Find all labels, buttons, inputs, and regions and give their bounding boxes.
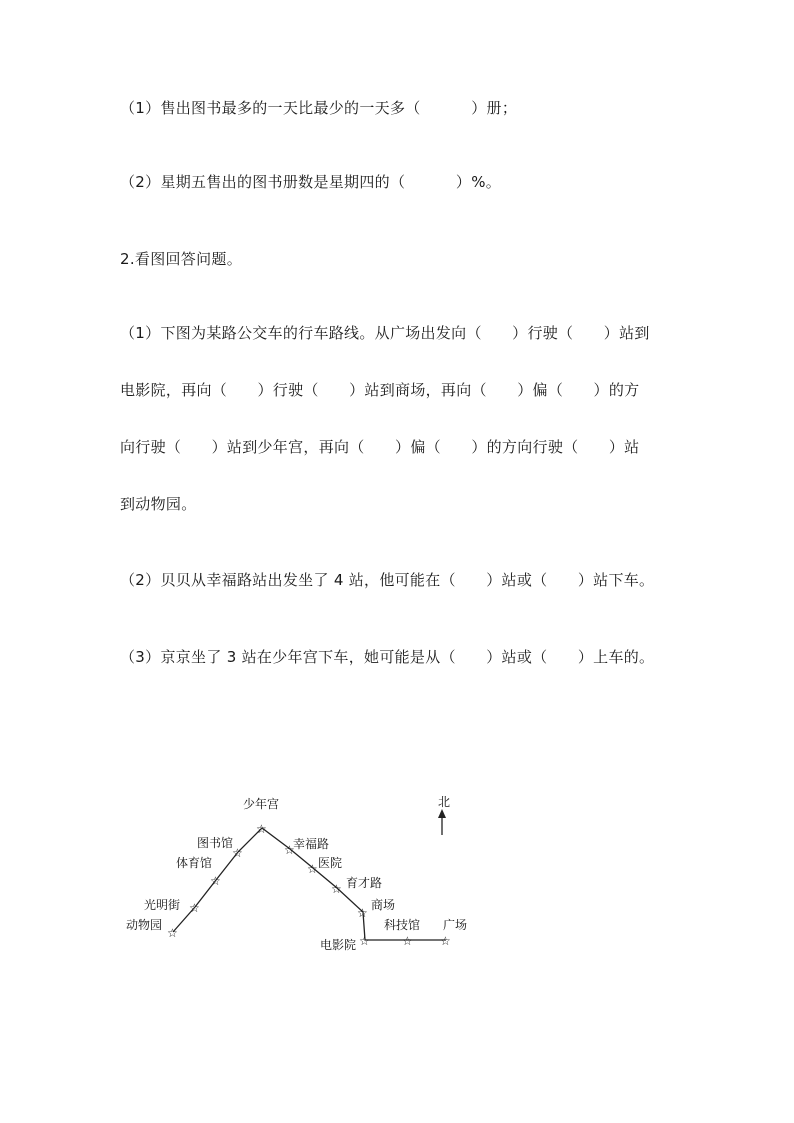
- question-2-part-1-line-3: 向行驶（ ）站到少年宫，再向（ ）偏（ ）的方向行驶（ ）站: [120, 438, 640, 456]
- station-label-guangming: 光明街: [144, 898, 181, 912]
- star-icon: ☆: [307, 862, 318, 876]
- station-label-cinema: 电影院: [320, 938, 357, 952]
- question-2-part-1-line-4: 到动物园。: [120, 495, 197, 513]
- station-guangming: [144, 897, 200, 915]
- star-icon: ☆: [167, 926, 178, 940]
- question-1-part-2: （2）星期五售出的图书册数是星期四的（ ）%。: [120, 173, 502, 191]
- station-cinema: [320, 934, 370, 952]
- star-icon: ☆: [402, 934, 413, 948]
- station-zoo: [126, 917, 178, 940]
- station-hospital: [307, 856, 342, 876]
- station-science: [384, 917, 420, 948]
- station-yucai: [331, 875, 382, 896]
- question-1-part-1: （1）售出图书最多的一天比最少的一天多（ ）册；: [120, 99, 518, 117]
- star-icon: ☆: [256, 822, 267, 836]
- star-icon: ☆: [357, 906, 368, 920]
- station-label-gym: 体育馆: [176, 856, 213, 870]
- station-label-youth-palace: 少年宫: [243, 797, 280, 811]
- star-icon: ☆: [440, 934, 451, 948]
- station-label-hospital: 医院: [318, 856, 343, 870]
- question-2-part-2: （2）贝贝从幸福路站出发坐了 4 站，他可能在（ ）站或（ ）站下车。: [120, 571, 655, 589]
- station-gym: [176, 855, 221, 888]
- station-label-mall: 商场: [371, 898, 396, 912]
- star-icon: ☆: [189, 901, 200, 915]
- station-label-yucai: 育才路: [346, 876, 383, 890]
- station-mall: [357, 897, 395, 920]
- star-icon: ☆: [284, 843, 295, 857]
- north-arrow-icon: [438, 809, 446, 818]
- station-label-square: 广场: [443, 918, 468, 932]
- question-2-title: 2.看图回答问题。: [120, 250, 243, 268]
- question-2-part-1-line-2: 电影院，再向（ ）行驶（ ）站到商场，再向（ ）偏（ ）的方: [120, 381, 640, 399]
- north-label: 北: [438, 795, 451, 809]
- star-icon: ☆: [359, 934, 370, 948]
- question-2-part-1-line-1: （1）下图为某路公交车的行车路线。从广场出发向（ ）行驶（ ）站到: [120, 324, 650, 342]
- star-icon: ☆: [210, 874, 221, 888]
- station-label-library: 图书馆: [197, 836, 234, 850]
- station-label-xingfu: 幸福路: [293, 837, 330, 851]
- star-icon: ☆: [331, 882, 342, 896]
- station-youth-palace: [243, 796, 279, 836]
- star-icon: ☆: [232, 846, 243, 860]
- station-xingfu: [284, 837, 329, 857]
- station-square: [440, 917, 467, 948]
- station-label-science: 科技馆: [384, 918, 421, 932]
- question-2-part-3: （3）京京坐了 3 站在少年宫下车，她可能是从（ ）站或（ ）上车的。: [120, 648, 655, 666]
- station-label-zoo: 动物园: [126, 918, 163, 932]
